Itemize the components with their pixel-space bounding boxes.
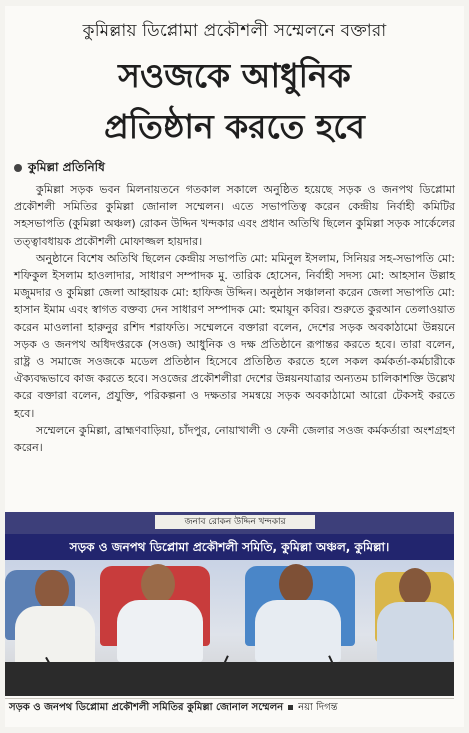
caption-divider [5,698,454,699]
headline-line-1: সওজকে আধুনিক [118,56,351,95]
event-banner: সড়ক ও জনপথ ডিপ্লোমা প্রকৌশলী সমিতি, কুমিল্লা অঞ্চল, কুমিল্লা। [5,534,454,560]
caption-source: নয়া দিগন্ত [298,702,338,713]
kicker: কুমিল্লায় ডিপ্লোমা প্রকৌশলী সম্মেলনে বক্তারা [82,21,387,41]
headline-line-2: প্রতিষ্ঠান করতে হবে [104,107,365,146]
byline [14,159,105,179]
photo-top-strip [5,512,454,534]
nameplate-text: জনাব রোকন উদ্দিন খন্দকার [184,517,286,527]
paragraph-1: কুমিল্লা সড়ক ভবন মিলনায়তনে গতকাল সকালে অনুষ্ঠিত হয়েছে সড়ক ও জনপথ ডিপ্লোমা প্রকৌশলী সমিতির কুমিল্লা জোনাল সম্মেলন। এতে সভাপতিত্ব করেন কেন্দ্রীয় নির্বাহী কমিটির সহসভাপতি (কুমিল্লা অঞ্চল) রোকন উদ্দিন খন্দকার এবং প্রধান অতিথি ছিলেন কুমিল্লা সড়ক সার্কেলের তত্ত্বাবধায়ক প্রকৌশলী মোফাজ্জল হায়দার। [14,183,455,248]
article-body [14,181,455,456]
caption-text: সড়ক ও জনপথ ডিপ্লোমা প্রকৌশলী সমিতির কুমিল্লা জোনাল সম্মেলন [9,702,284,713]
paragraph-2: অনুষ্ঠানে বিশেষ অতিথি ছিলেন কেন্দ্রীয় সভাপতি মো: মমিনুল ইসলাম, সিনিয়র সহ-সভাপতি মো: শফিকুল ইসলাম হাওলাদার, সাধারণ সম্পাদক মু. তারিক হোসেন, নির্বাহী সদস্য মো: আহসান উল্লাহ মজুমদার ও কুমিল্লা জেলা আহ্বায়ক মো: হাফিজ উদ্দিন। অনুষ্ঠান সঞ্চালনা করেন জেলা সভাপতি মো: হাসান ইমাম এবং স্বাগত বক্তব্য দেন সাধারণ সম্পাদক মো: হুমায়ূন কবির। শুরুতে কুরআন তেলাওয়াত করেন মাওলানা হারুনুর রশিদ শরাফতি। সম্মেলনে বক্তারা বলেন, দেশের সড়ক অবকাঠামো উন্নয়নে সড়ক ও জনপথ অধিদপ্তরকে (সওজ) আধুনিক ও দক্ষ প্রতিষ্ঠানে রূপান্তর করতে হবে। তারা বলেন, রাষ্ট্র ও সমাজে সওজকে মডেল প্রতিষ্ঠান হিসেবে প্রতিষ্ঠিত করতে হলে সকল কর্মকর্তা-কর্মচারীকে ঐক্যবদ্ধভাবে কাজ করতে হবে। সওজের প্রকৌশলীরা দেশের উন্নয়নযাত্রার অন্যতম চালিকাশক্তি উল্লেখ করে বক্তারা বলেন, প্রযুক্তি, পরিকল্পনা ও দক্ষতার সমন্বয়ে সড়ক অবকাঠামো আরো টেকসই করতে হবে। [14,251,455,420]
conference-table [5,662,454,696]
nameplate [155,515,315,529]
bullet-icon [14,164,22,172]
square-bullet-icon [288,705,293,710]
photo-caption [9,700,454,717]
event-photo [5,512,454,696]
byline-text: কুমিল্লা প্রতিনিধি [28,160,105,174]
paragraph-3: সম্মেলনে কুমিল্লা, ব্রাহ্মণবাড়িয়া, চাঁদপুর, নোয়াখালী ও ফেনী জেলার সওজ কর্মকর্তারা অংশগ্রহণ করেন। [14,423,455,455]
